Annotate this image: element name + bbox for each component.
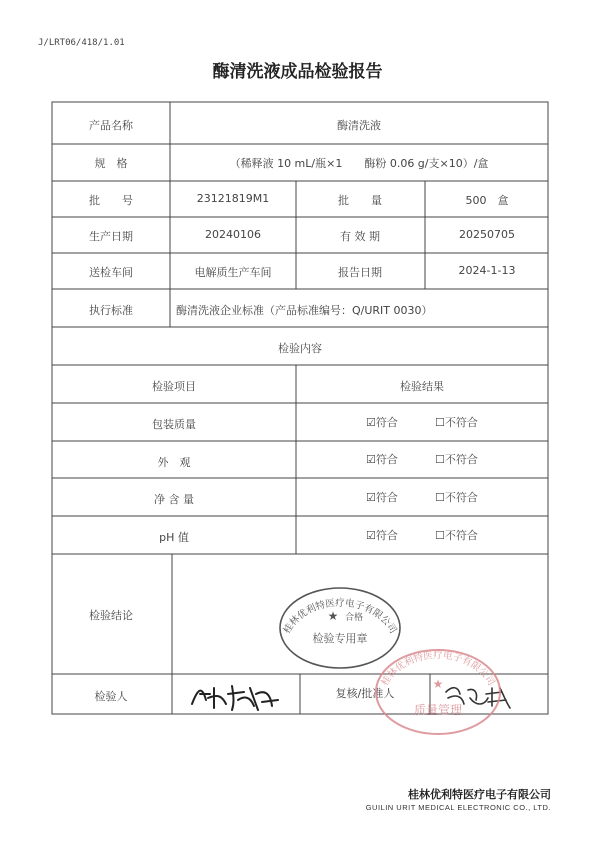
pass-checkbox[interactable]: ☑符合: [366, 529, 398, 542]
star-icon: ★: [327, 609, 339, 623]
batch-qty-value: 500 盒: [465, 194, 509, 207]
inspector-label: 检验人: [94, 690, 128, 703]
report-date-label: 报告日期: [338, 266, 382, 279]
expiry-label: 有 效 期: [340, 230, 380, 243]
reviewer-label: 复核/批准人: [335, 687, 395, 700]
batch-qty-label: 批 量: [338, 194, 382, 207]
pass-checkbox[interactable]: ☑符合: [366, 491, 398, 504]
report-date-value: 2024-1-13: [458, 264, 516, 277]
batch-no-value: 23121819M1: [196, 192, 270, 205]
pass-checkbox[interactable]: ☑符合: [366, 453, 398, 466]
fail-checkbox[interactable]: ☐不符合: [435, 416, 478, 429]
spec-value: （稀释液 10 mL/瓶×1 酶粉 0.06 g/支×10）/盒: [229, 157, 489, 170]
footer-company-cn: 桂林优利特医疗电子有限公司: [408, 788, 551, 801]
inspector-signature: [188, 680, 283, 714]
fail-checkbox[interactable]: ☐不符合: [435, 453, 478, 466]
inspection-section-title: 检验内容: [278, 342, 322, 355]
standard-label: 执行标准: [89, 304, 133, 317]
qa-stamp-bottom-text: 质量管理: [413, 703, 463, 717]
document-number: J/LRT06/418/1.01: [38, 38, 125, 48]
conclusion-label: 检验结论: [89, 609, 133, 622]
standard-value: 酶清洗液企业标准（产品标准编号：Q/URIT 0030）: [176, 304, 433, 317]
quality-management-stamp: [368, 640, 508, 740]
spec-label: 规 格: [94, 157, 128, 170]
batch-no-label: 批 号: [89, 194, 133, 207]
result-header: 检验结果: [400, 380, 444, 393]
workshop-label: 送检车间: [89, 266, 133, 279]
item-name: 外 观: [157, 456, 191, 469]
prod-date-value: 20240106: [205, 228, 261, 241]
item-name: 包装质量: [152, 418, 196, 431]
product-name-value: 酶清洗液: [337, 119, 381, 132]
stamp-center-text: 合格: [344, 613, 364, 623]
expiry-value: 20250705: [459, 228, 515, 241]
footer-company-en: GUILIN URIT MEDICAL ELECTRONIC CO., LTD.: [365, 803, 551, 812]
report-title: 酶清洗液成品检验报告: [212, 62, 383, 82]
product-name-label: 产品名称: [89, 119, 133, 132]
item-name: pH 值: [159, 531, 189, 544]
prod-date-label: 生产日期: [89, 230, 133, 243]
item-header: 检验项目: [152, 380, 196, 393]
fail-checkbox[interactable]: ☐不符合: [435, 491, 478, 504]
svg-text:桂林优利特医疗电子有限公司: [281, 597, 399, 636]
qa-stamp-arc-text: 桂林优利特医疗电子有限公司: [379, 650, 497, 688]
star-icon: ★: [432, 677, 444, 691]
pass-checkbox[interactable]: ☑符合: [366, 416, 398, 429]
item-name: 净 含 量: [154, 493, 194, 506]
workshop-value: 电解质生产车间: [194, 266, 272, 279]
fail-checkbox[interactable]: ☐不符合: [435, 529, 478, 542]
stamp-arc-text: 桂林优利特医疗电子有限公司: [281, 597, 399, 636]
stamp-bottom-text: 检验专用章: [312, 632, 368, 645]
